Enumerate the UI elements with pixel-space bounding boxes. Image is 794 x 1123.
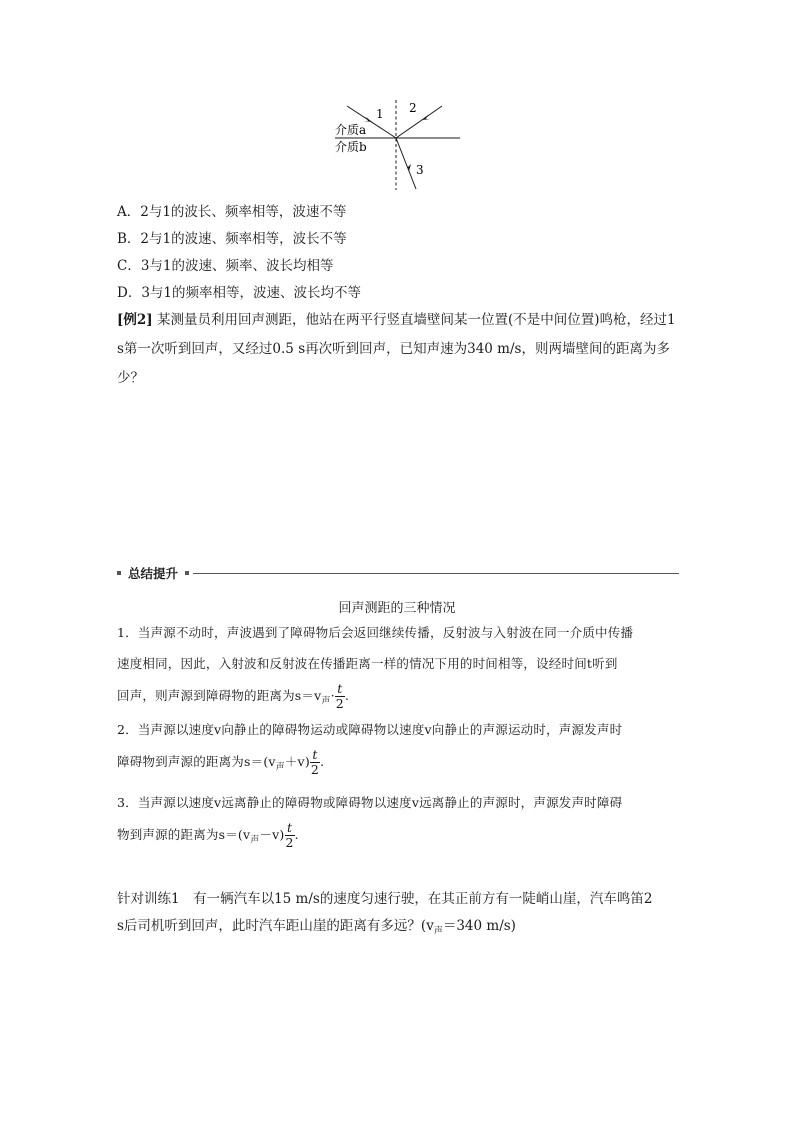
formula-sub: 声 — [275, 762, 285, 773]
summary-title: 回声测距的三种情况 — [338, 601, 456, 616]
training-1-line1: 针对训练1 有一辆汽车以15 m/s的速度匀速行驶，在其正前方有一陡峭山崖，汽车鸣笛2 — [117, 891, 653, 907]
option-a — [117, 203, 346, 221]
summary-item1-line2: 速度相同，因此，入射波和反射波在传播距离一样的情况下用的时间相等，设经时间t听到 — [117, 656, 618, 671]
option-letter: B． — [117, 231, 141, 247]
summary-header — [117, 566, 679, 584]
fraction-num: t — [286, 820, 293, 835]
training-sub: 声 — [433, 926, 443, 937]
option-text: 3与1的频率相等，波速、波长均不等 — [141, 285, 362, 301]
fraction-den: 2 — [285, 835, 294, 850]
ray-1-label: 1 — [376, 107, 384, 121]
formula-suffix: ＋v) — [284, 754, 310, 769]
option-text: 2与1的波速、频率相等，波长不等 — [140, 231, 347, 247]
summary-item2-line2: 障碍物到声源的距离为$s=(v_声+v)$ $\frac{t}{2}$ . — [117, 747, 325, 777]
fraction-den: 2 — [310, 762, 320, 777]
option-text: 2与1的波长、频率相等，波速不等 — [140, 204, 347, 220]
option-text: 3与1的波速、频率、波长均相等 — [140, 258, 334, 274]
summary-item3-line2: 物到声源的距离为$s=(v_声-v)$ $\frac{t}{2}$ . — [117, 820, 299, 850]
summary-item1-line1: 1．当声源不动时，声波遇到了障碍物后会返回继续传播，反射波与入射波在同一介质中传播 — [117, 625, 634, 640]
square-bullet-icon — [185, 571, 189, 575]
option-letter: A． — [117, 204, 141, 220]
fraction — [335, 682, 345, 711]
fraction-den: 2 — [335, 696, 344, 711]
option-b — [117, 230, 347, 248]
square-bullet-icon — [117, 571, 121, 575]
example-tag: [例2] — [117, 312, 153, 328]
fraction — [310, 748, 320, 777]
example-2 — [117, 306, 679, 393]
option-letter: D． — [117, 285, 142, 301]
formula-sub: 声 — [250, 835, 260, 846]
fraction-num: t — [337, 681, 343, 696]
fraction — [285, 821, 295, 850]
refraction-diagram — [330, 98, 470, 193]
formula-suffix: －v) — [259, 827, 285, 842]
ray-3-label: 3 — [416, 163, 424, 177]
summary-item2-line1: 2．当声源以速度v向静止的障碍物运动或障碍物以速度v向静止的声源运动时，声源发声时 — [117, 722, 623, 737]
formula-prefix: 回声，则声源到障碍物的距离为s＝v — [117, 688, 322, 703]
training-text: s后司机听到回声，此时汽车距山崖的距离有多远？(v — [117, 918, 434, 934]
option-letter: C． — [117, 258, 141, 274]
medium-b-label: 介质b — [335, 140, 367, 154]
summary-header-label: 总结提升 — [128, 566, 179, 581]
training-1-line2 — [117, 917, 516, 941]
formula-sub: 声 — [321, 696, 331, 707]
summary-item3-line1: 3．当声源以速度v远离静止的障碍物或障碍物以速度v远离静止的声源时，声源发声时障碍 — [117, 795, 623, 810]
medium-a-label: 介质a — [335, 123, 367, 137]
option-c — [117, 257, 334, 275]
training-suffix: ＝340 m/s) — [442, 918, 516, 934]
formula-prefix: 物到声源的距离为s＝(v — [117, 827, 251, 842]
summary-item1-line3: 回声，则声源到障碍物的距离为$s=v_声\cdot$ $\frac{t}{2}$ . — [117, 681, 350, 711]
formula-prefix: 障碍物到声源的距离为s＝(v — [117, 754, 276, 769]
fraction-num: t — [312, 747, 318, 762]
example-text: 某测量员利用回声测距，他站在两平行竖直墙壁间某一位置(不是中间位置)鸣枪，经过1 s第一次听到回声，又经过0.5 s再次听到回声，已知声速为340 m/s，则两墙壁间的距离为多少？ — [117, 312, 676, 386]
summary-rule — [193, 573, 679, 574]
option-d — [117, 284, 361, 302]
ray-2-label: 2 — [409, 101, 417, 115]
